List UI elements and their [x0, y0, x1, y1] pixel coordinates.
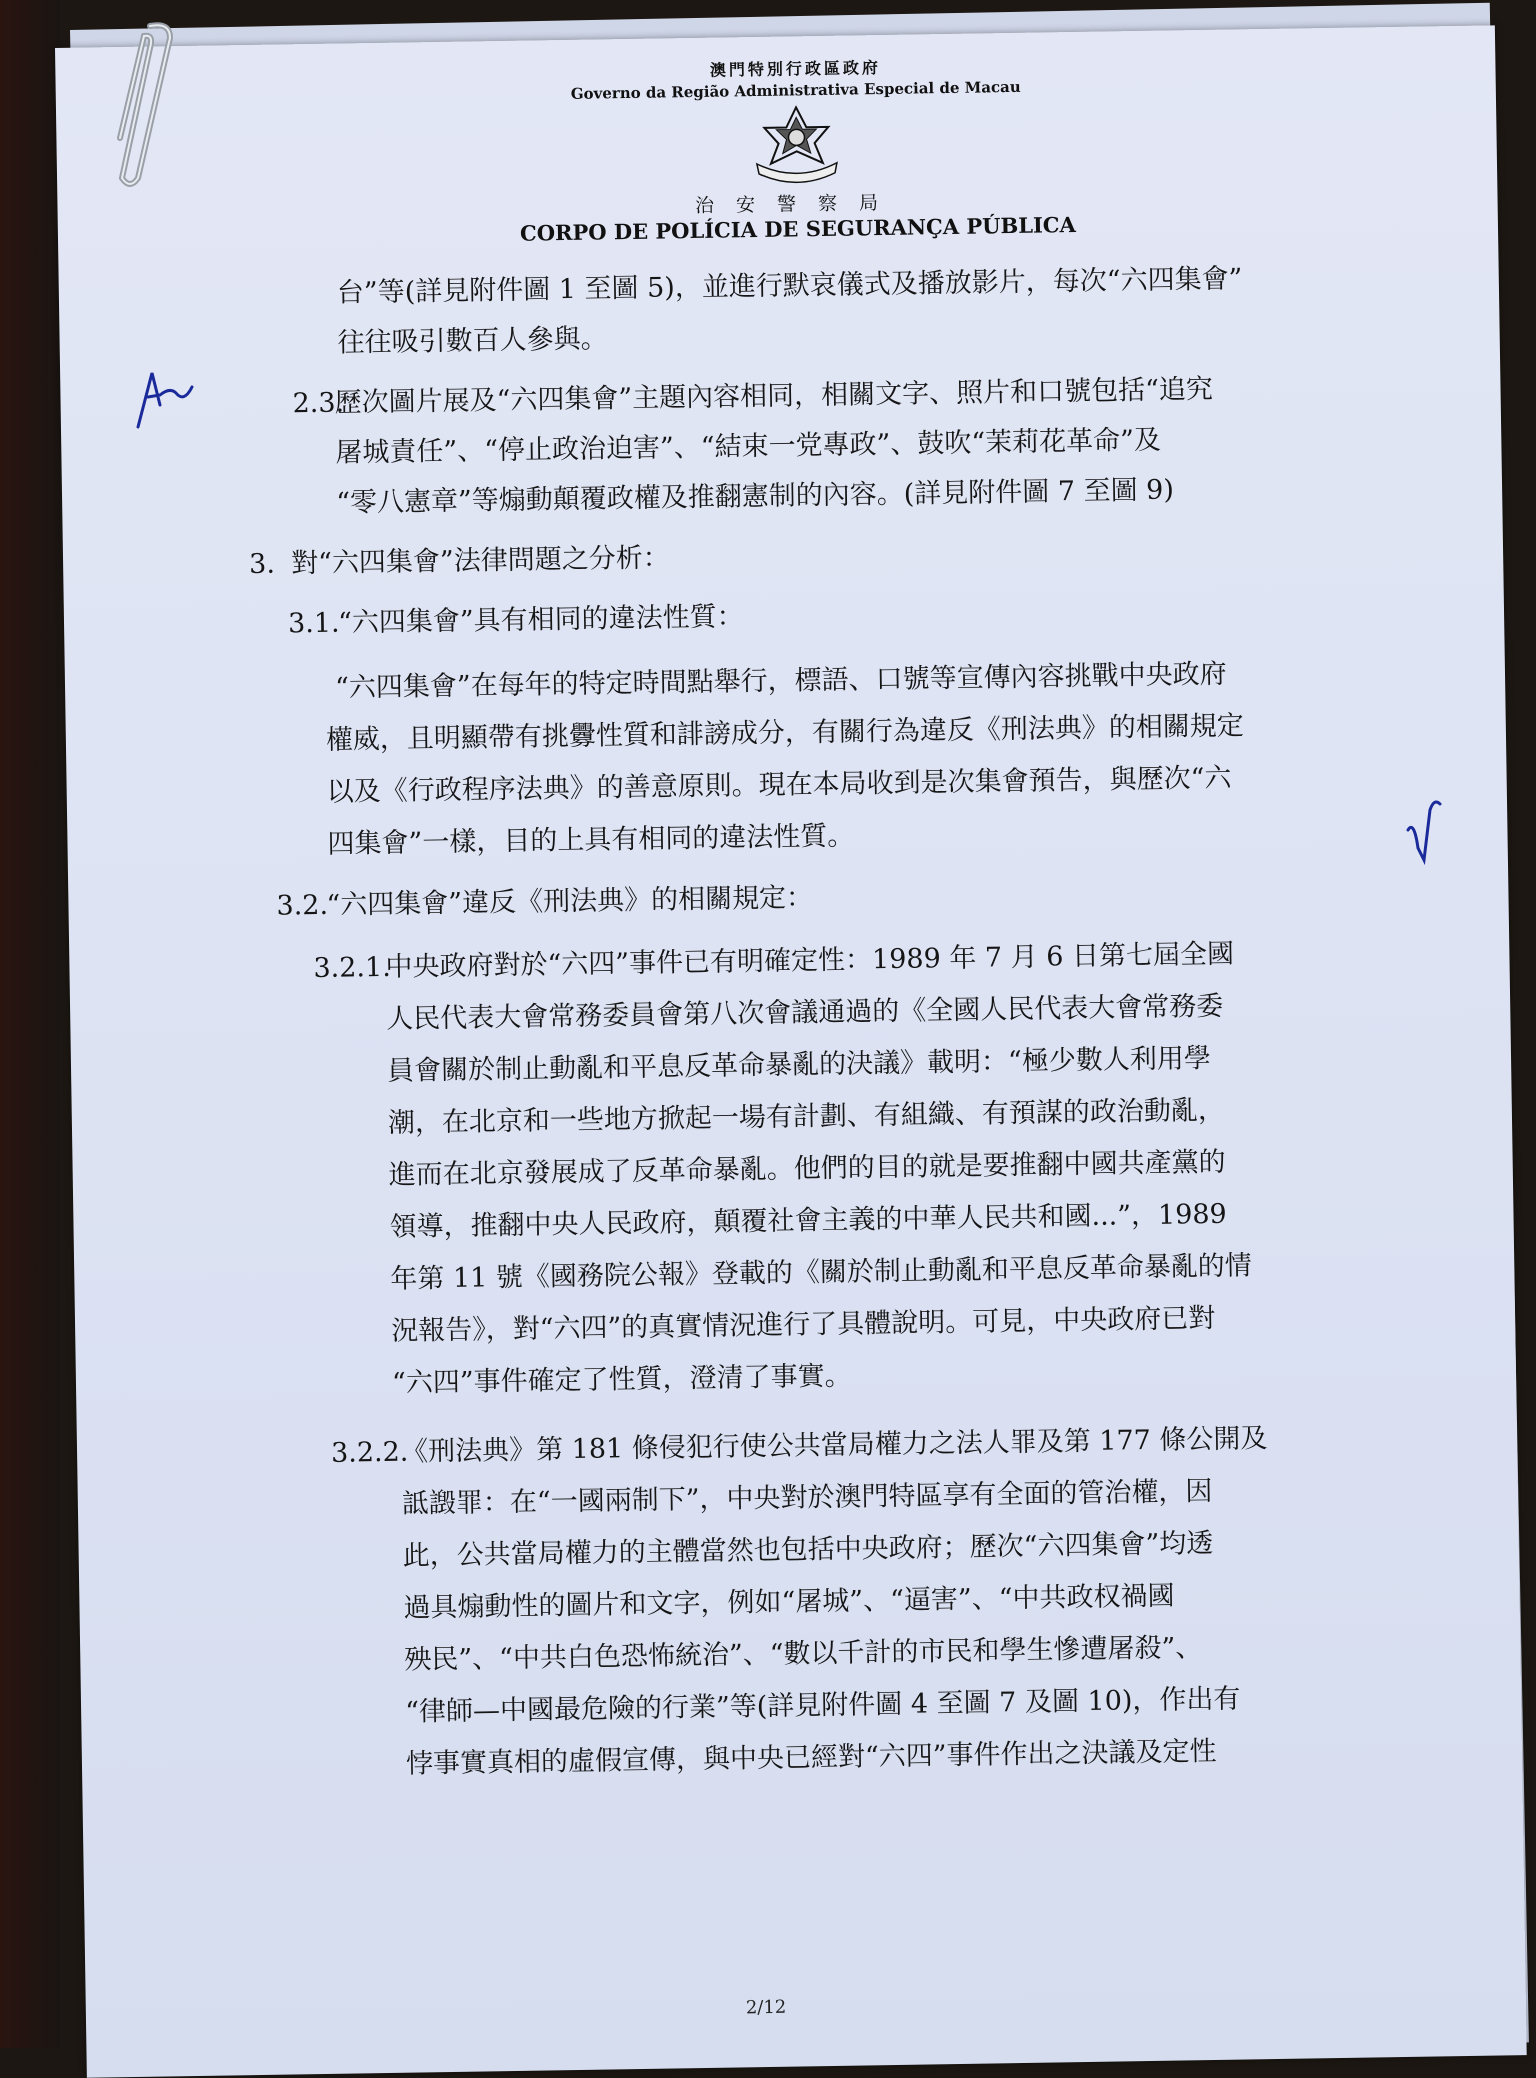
section-heading: “六四集會”違反《刑法典》的相關規定：	[326, 882, 814, 921]
section-heading: 對“六四集會”法律問題之分析：	[290, 542, 670, 580]
text-line: 往往吸引數百人參與。	[337, 323, 608, 359]
text-line: 此，公共當局權力的主體當然也包括中央政府；歷次“六四集會”均透	[402, 1527, 1214, 1572]
text-line: 領導，推翻中央人民政府，顛覆社會主義的中華人民共和國...”，1989	[389, 1198, 1227, 1243]
background-left	[0, 0, 60, 2048]
gov-name-pt: Governo da Região Administrativa Especial de Macau	[570, 77, 1021, 103]
section-number: 3.2.1.	[313, 951, 392, 985]
text-line: 悖事實真相的虛假宣傳，與中央已經對“六四”事件作出之決議及定性	[405, 1735, 1217, 1780]
section-heading: “六四集會”具有相同的違法性質：	[337, 601, 744, 639]
text-line: 員會關於制止動亂和平息反革命暴亂的決議》載明：“極少數人利用學	[386, 1042, 1212, 1087]
text-line: 潮，在北京和一些地方掀起一場有計劃、有組織、有預謀的政治動亂，	[387, 1094, 1226, 1139]
text-line: 《刑法典》第 181 條侵犯行使公共當局權力之法人罪及第 177 條公開及	[400, 1423, 1268, 1468]
gov-name-zh: 澳門特別行政區政府	[709, 58, 882, 80]
text-line: “律師—中國最危險的行業”等(詳見附件圖 4 至圖 7 及圖 10)，作出有	[404, 1683, 1241, 1728]
section-number: 3.	[248, 548, 276, 581]
text-line: 年第 11 號《國務院公報》登載的《關於制止動亂和平息反革命暴亂的情	[390, 1250, 1253, 1295]
text-line: 權威，且明顯帶有挑釁性質和誹謗成分，有關行為違反《刑法典》的相關規定	[325, 710, 1245, 756]
text-line: 歷次圖片展及“六四集會”主題內容相同，相關文字、照片和口號包括“追究	[334, 373, 1214, 419]
document-body	[59, 255, 1499, 1780]
handwritten-mark-icon	[1400, 790, 1450, 870]
text-line: 中央政府對於“六四”事件已有明確定性：1989 年 7 月 6 日第七屆全國	[385, 938, 1235, 983]
text-line: 以及《行政程序法典》的善意原則。現在本局收到是次集會預告，與歷次“六	[326, 762, 1232, 808]
document-page	[55, 25, 1527, 2077]
text-line: 屠城責任”、“停止政治迫害”、“結束一党專政”、鼓吹“茉莉花革命”及	[335, 424, 1162, 469]
police-emblem-icon	[748, 105, 845, 188]
section-number: 3.2.	[276, 889, 329, 922]
text-line: “六四集會”在每年的特定時間點舉行，標語、口號等宣傳內容挑戰中央政府	[334, 658, 1227, 704]
page-number: 2/12	[745, 1996, 787, 2019]
dept-name-pt: CORPO DE POLÍCIA DE SEGURANÇA PÚBLICA	[519, 211, 1077, 246]
text-line: 台”等(詳見附件圖 1 至圖 5)，並進行默哀儀式及播放影片，每次“六四集會”	[336, 263, 1243, 309]
section-number: 3.1.	[287, 607, 340, 640]
text-line: 殃民”、“中共白色恐怖統治”、“數以千計的市民和學生慘遭屠殺”、	[404, 1632, 1203, 1676]
text-line: “六四”事件確定了性質，澄清了事實。	[391, 1360, 852, 1399]
text-line: 過具煽動性的圖片和文字，例如“屠城”、“逼害”、“中共政权禍國	[403, 1580, 1175, 1624]
text-line: 四集會”一樣，目的上具有相同的違法性質。	[327, 820, 855, 860]
section-number: 2.3.	[292, 387, 345, 420]
text-line: “零八憲章”等煽動顛覆政權及推翻憲制的內容。(詳見附件圖 7 至圖 9)	[335, 474, 1175, 519]
handwritten-initial-mark-icon	[130, 365, 210, 435]
letterhead	[55, 45, 1536, 253]
section-number: 3.2.2.	[330, 1436, 409, 1469]
text-line: 況報告》，對“六四”的真實情況進行了具體說明。可見，中央政府已對	[390, 1302, 1216, 1347]
paperclip-icon	[110, 18, 180, 188]
text-line: 人民代表大會常務委員會第八次會議通過的《全國人民代表大會常務委	[386, 990, 1224, 1035]
text-line: 進而在北京發展成了反革命暴亂。他們的目的就是要推翻中國共產黨的	[388, 1146, 1226, 1191]
dept-name-zh: 治安警察局	[694, 191, 901, 217]
text-line: 詆譭罪：在“一國兩制下”，中央對於澳門特區享有全面的管治權，因	[401, 1476, 1213, 1520]
